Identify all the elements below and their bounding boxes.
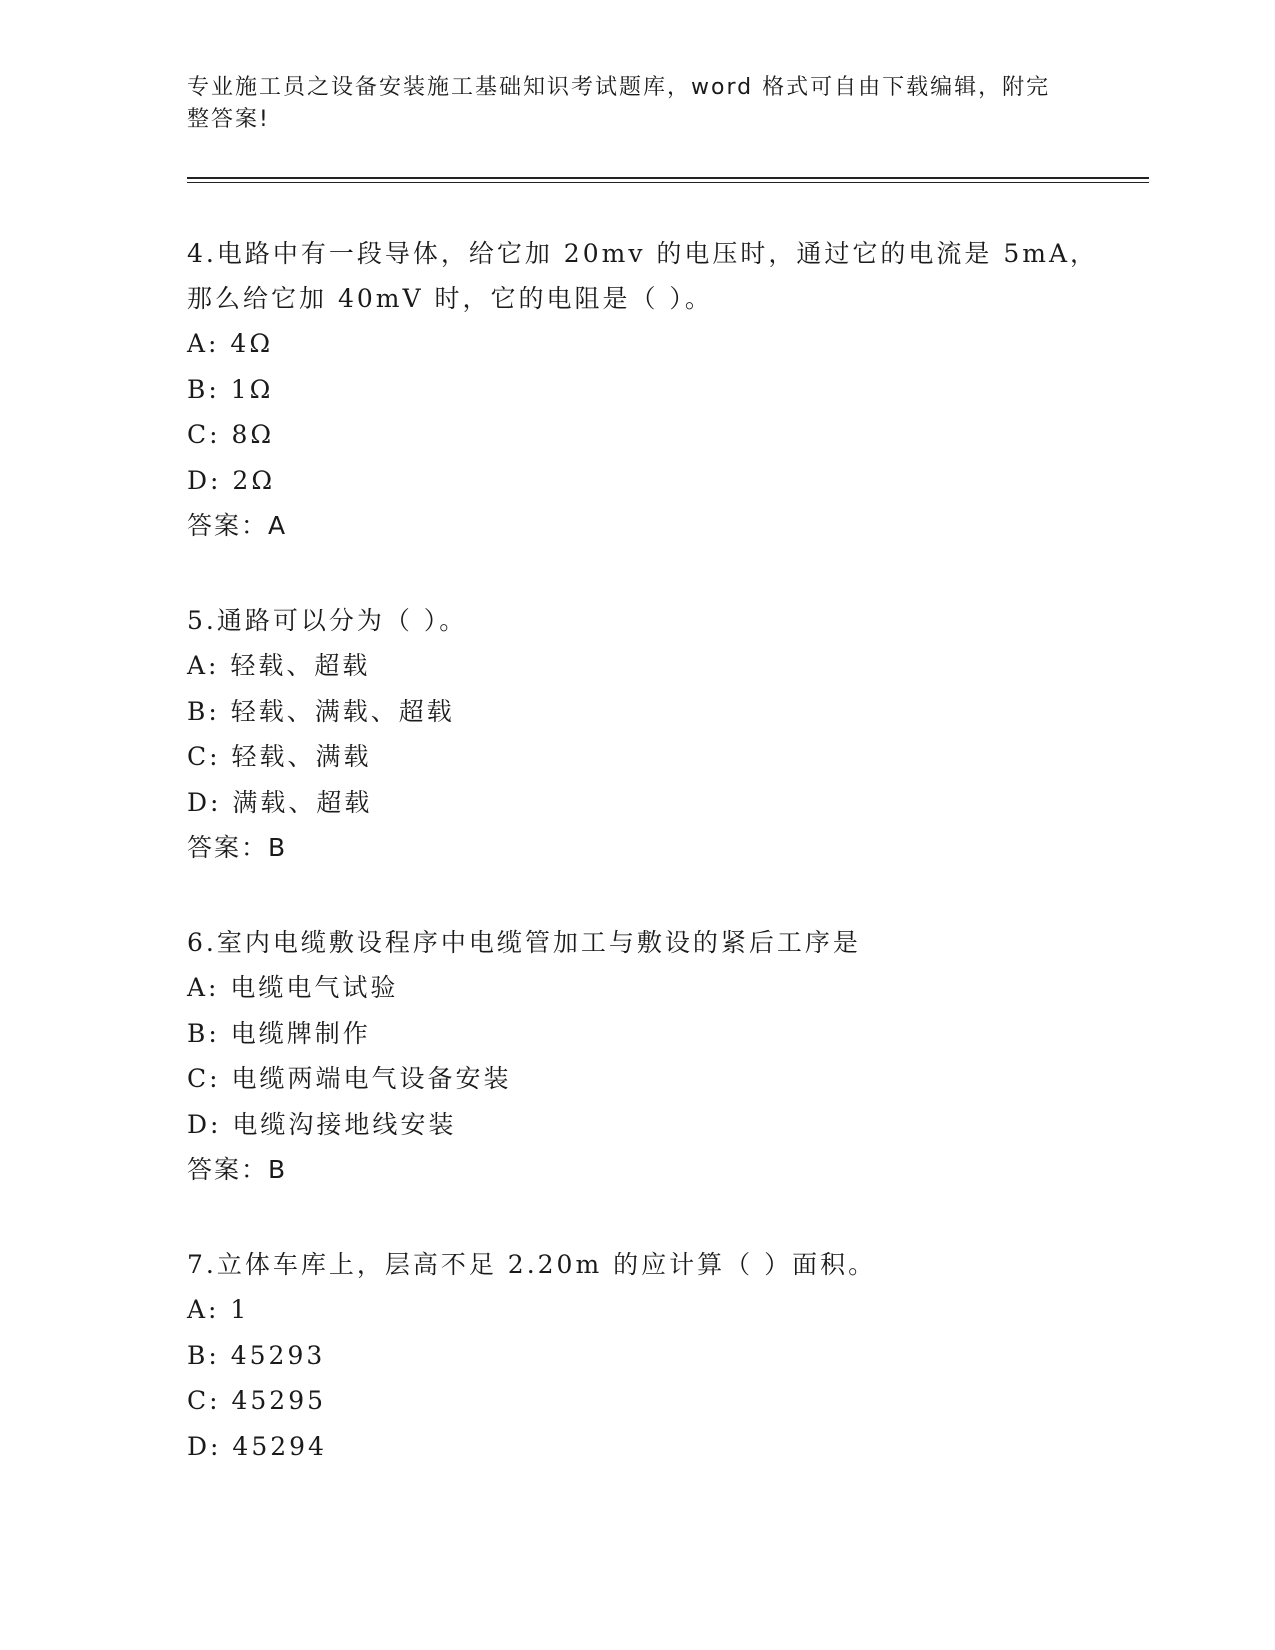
option-d: D: 2Ω xyxy=(187,465,276,495)
option-d: D: 45294 xyxy=(187,1431,327,1461)
option-b: B: 45293 xyxy=(187,1340,326,1370)
answer: 答案：B xyxy=(187,1155,288,1184)
question-stem: 5.通路可以分为（ ）。 xyxy=(187,606,468,635)
header-line-2: 整答案! xyxy=(187,107,270,132)
question-list xyxy=(187,231,1137,1519)
option-c: C: 轻载、满载 xyxy=(187,742,372,771)
option-d: D: 电缆沟接地线安装 xyxy=(187,1109,457,1139)
header-divider-thin xyxy=(187,182,1149,183)
document-header xyxy=(187,72,1087,136)
answer: 答案：A xyxy=(187,511,288,540)
question-stem: 6.室内电缆敷设程序中电缆管加工与敷设的紧后工序是 xyxy=(187,928,861,957)
question-4 xyxy=(187,231,1137,548)
option-c: C: 电缆两端电气设备安装 xyxy=(187,1064,512,1093)
question-5 xyxy=(187,598,1137,870)
question-stem: 7.立体车库上，层高不足 2.20m 的应计算（ ）面积。 xyxy=(187,1250,877,1279)
option-a: A: 4Ω xyxy=(187,329,274,358)
option-a: A: 电缆电气试验 xyxy=(187,973,399,1002)
option-d: D: 满载、超载 xyxy=(187,787,373,817)
option-c: C: 45295 xyxy=(187,1386,327,1415)
question-7 xyxy=(187,1242,1137,1469)
option-b: B: 1Ω xyxy=(187,374,274,404)
question-stem: 4.电路中有一段导体，给它加 20mv 的电压时，通过它的电流是 5mA， xyxy=(187,239,1099,268)
question-6 xyxy=(187,920,1137,1192)
option-b: B: 轻载、满载、超载 xyxy=(187,696,455,726)
option-a: A: 1 xyxy=(187,1295,250,1324)
answer: 答案：B xyxy=(187,833,288,862)
option-a: A: 轻载、超载 xyxy=(187,651,371,680)
question-stem-continued: 那么给它加 40mV 时，它的电阻是（ ）。 xyxy=(187,284,713,313)
option-b: B: 电缆牌制作 xyxy=(187,1018,371,1048)
header-line-1: 专业施工员之设备安装施工基础知识考试题库，word 格式可自由下载编辑，附完 xyxy=(187,75,1051,100)
header-divider-thick xyxy=(187,177,1149,179)
option-c: C: 8Ω xyxy=(187,420,275,449)
